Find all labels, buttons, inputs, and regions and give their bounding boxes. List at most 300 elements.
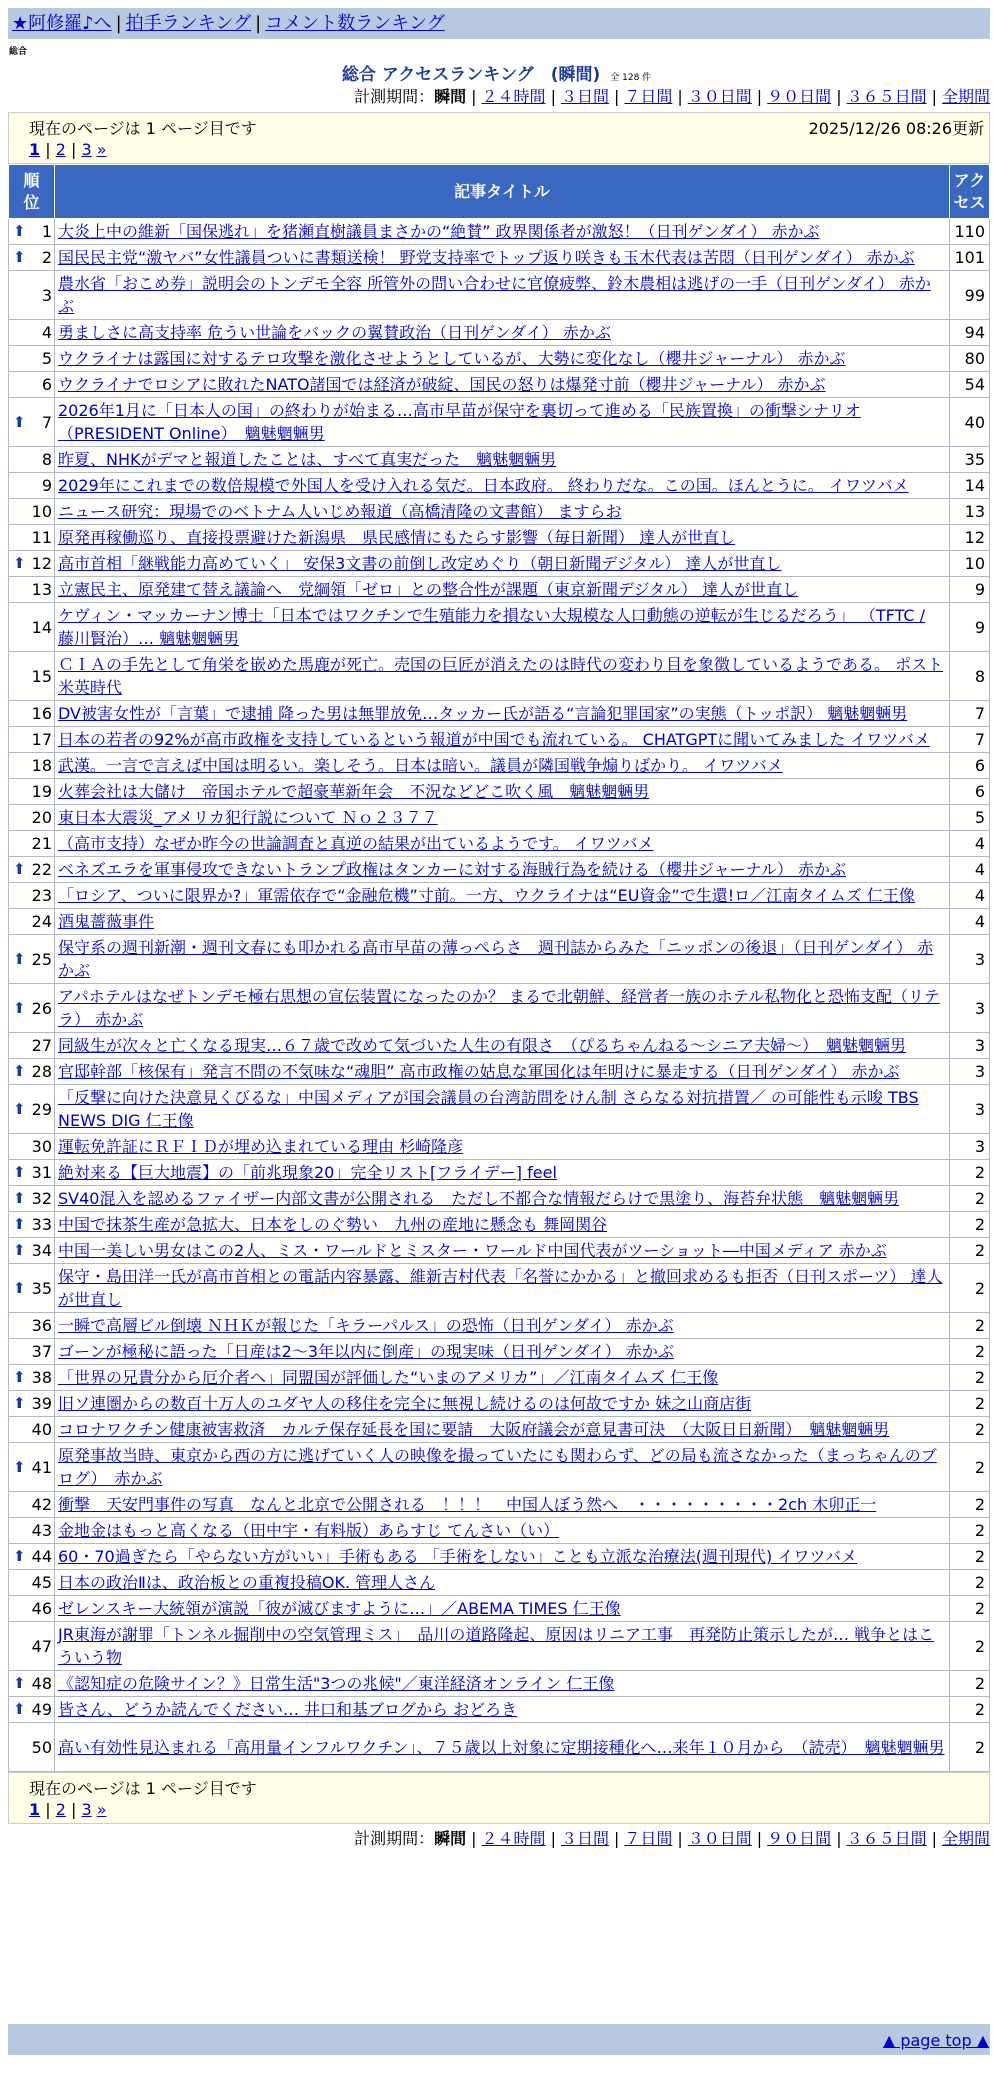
- rank-cell: [9, 1443, 55, 1492]
- pagination-top: [29, 140, 107, 159]
- article-title-link[interactable]: 2029年にこれまでの数倍規模で外国人を受け入れる気だ。日本政府。 終わりだな。この国。ほんとうに。 イワツバメ: [58, 476, 909, 495]
- period-separator: |: [550, 1829, 556, 1848]
- rank-cell: [9, 447, 55, 473]
- rank-cell: [9, 1697, 55, 1723]
- table-row: [9, 909, 990, 935]
- table-row: [9, 984, 990, 1033]
- rank-cell: [9, 1134, 55, 1160]
- rank-number: 41: [31, 1457, 52, 1477]
- period-option-6[interactable]: ３６５日間: [846, 1829, 927, 1848]
- article-title-link[interactable]: 「世界の兄貴分から厄介者へ」同盟国が評価した“いまのアメリカ”」／江南タイムズ 仁王像: [58, 1368, 719, 1387]
- page-separator: |: [40, 1800, 56, 1819]
- access-count-cell: 3: [950, 1134, 990, 1160]
- rank-number: 5: [41, 349, 52, 368]
- rank-up-arrow-icon: ⬆: [13, 1278, 26, 1297]
- nav-link-clap-ranking[interactable]: 拍手ランキング: [125, 13, 252, 34]
- access-count-cell: 4: [950, 857, 990, 883]
- period-separator: |: [471, 87, 477, 106]
- title-cell: [55, 652, 950, 701]
- access-count-cell: 99: [950, 271, 990, 320]
- access-count-cell: 4: [950, 909, 990, 935]
- title-cell: [55, 1518, 950, 1544]
- rank-number: 47: [31, 1636, 52, 1656]
- rank-cell: [9, 271, 55, 320]
- access-count-cell: 2: [950, 1313, 990, 1339]
- rank-cell: [9, 1033, 55, 1059]
- article-title-link[interactable]: 昨夏、NHKがデマと報道したことは、すべて真実だった 魑魅魍魎男: [58, 450, 557, 469]
- table-row: [9, 1697, 990, 1723]
- article-title-link[interactable]: 金地金はもっと高くなる（田中宇・有料版）あらすじ てんさい（い）: [58, 1521, 560, 1540]
- article-title-link[interactable]: ゴーンが極秘に語った「日産は2～3年以内に倒産」の現実味（日刊ゲンダイ） 赤かぶ: [58, 1342, 674, 1361]
- title-cell: [55, 1570, 950, 1596]
- title-cell: [55, 1339, 950, 1365]
- period-option-0: 瞬間: [434, 87, 467, 106]
- rank-cell: [9, 320, 55, 346]
- table-row: [9, 1443, 990, 1492]
- article-title-link[interactable]: 酒鬼薔薇事件: [58, 912, 155, 931]
- article-title-link[interactable]: ケヴィン・マッカーナン博士「日本ではワクチンで生殖能力を損ない大規模な人口動態の逆転が生じるだろう」 （TFTC / 藤川賢治）… 魑魅魍魎男: [58, 606, 926, 648]
- rank-number: 14: [31, 617, 52, 637]
- page-link-0[interactable]: 1: [29, 1800, 41, 1819]
- rank-cell: [9, 1391, 55, 1417]
- period-option-3[interactable]: ７日間: [624, 87, 673, 106]
- rank-number: 36: [31, 1316, 52, 1335]
- article-title-link[interactable]: ゼレンスキー大統領が演説「彼が滅びますように…」／ABEMA TIMES 仁王像: [58, 1599, 621, 1618]
- access-count-cell: 2: [950, 1518, 990, 1544]
- table-row: [9, 447, 990, 473]
- article-title-link[interactable]: ニュース研究：現場でのベトナム人いじめ報道（高橋清隆の文書館） ますらお: [58, 502, 622, 521]
- rank-number: 15: [31, 666, 52, 686]
- rank-cell: [9, 1671, 55, 1697]
- table-row: [9, 1033, 990, 1059]
- rank-number: 19: [31, 782, 52, 801]
- page-link-1[interactable]: 2: [55, 1800, 66, 1819]
- rank-number: 16: [31, 704, 52, 723]
- table-row: [9, 1238, 990, 1264]
- column-header-access: アクセス: [950, 165, 990, 219]
- rank-cell: [9, 372, 55, 398]
- table-row: [9, 652, 990, 701]
- access-count-cell: 3: [950, 984, 990, 1033]
- access-count-cell: 7: [950, 701, 990, 727]
- period-separator: |: [931, 1829, 937, 1848]
- title-cell: [55, 1033, 950, 1059]
- table-row: [9, 883, 990, 909]
- title-cell: [55, 1212, 950, 1238]
- nav-link-ashura[interactable]: ★阿修羅♪へ: [12, 13, 112, 34]
- title-cell: [55, 346, 950, 372]
- title-cell: [55, 603, 950, 652]
- access-count-cell: 3: [950, 1085, 990, 1134]
- rank-number: 10: [31, 502, 52, 521]
- page-top-link[interactable]: ▲ page top ▲: [882, 2031, 989, 2050]
- rank-cell: [9, 1570, 55, 1596]
- article-title-link[interactable]: 皆さん、どうか読んでください… 井口和基ブログから おどろき: [58, 1700, 518, 1719]
- column-header-title: 記事タイトル: [55, 165, 950, 219]
- access-count-cell: 2: [950, 1339, 990, 1365]
- rank-number: 23: [31, 886, 52, 905]
- title-cell: [55, 1160, 950, 1186]
- rank-cell: [9, 753, 55, 779]
- article-title-link[interactable]: 高市首相「継戦能力高めていく」 安保3文書の前倒し改定めぐり（朝日新聞デジタル） 達人が世直し: [58, 554, 782, 573]
- rank-cell: [9, 1212, 55, 1238]
- rank-cell: [9, 577, 55, 603]
- rank-cell: [9, 346, 55, 372]
- article-title-link[interactable]: （高市支持）なぜか昨今の世論調査と真逆の結果が出ているようです。 イワツバメ: [58, 834, 654, 853]
- access-count-cell: 2: [950, 1391, 990, 1417]
- title-cell: [55, 1085, 950, 1134]
- article-title-link[interactable]: 2026年1月に「日本人の国」の終わりが始まる…高市早苗が保守を裏切って進める「民族置換」の衝撃シナリオ （PRESIDENT Online） 魑魅魍魎男: [58, 401, 861, 443]
- title-cell: [55, 883, 950, 909]
- title-cell: [55, 320, 950, 346]
- access-count-cell: 2: [950, 1492, 990, 1518]
- table-row: [9, 1134, 990, 1160]
- article-title-link[interactable]: 原発再稼働巡り、直接投票避けた新潟県 県民感情にもたらす影響（毎日新聞） 達人が世直し: [58, 528, 736, 547]
- access-count-cell: 12: [950, 525, 990, 551]
- rank-number: 26: [31, 998, 52, 1018]
- period-option-7[interactable]: 全期間: [941, 1829, 990, 1848]
- rank-number: 18: [31, 756, 52, 775]
- title-cell: [55, 499, 950, 525]
- article-title-link[interactable]: 衝撃 天安門事件の写真 なんと北京で公開される ！！！ 中国人ぼう然へ ・・・・・・・・・2ch 木卯正一: [58, 1495, 877, 1514]
- table-row: [9, 1492, 990, 1518]
- article-title-link[interactable]: DV被害女性が「言葉」で逮捕឵ 降った男は無罪放免…タッカー氏が語る“言論犯罪国家”の実態（トッポ訳） 魑魅魍魎男: [58, 704, 908, 723]
- access-count-cell: 2: [950, 1443, 990, 1492]
- title-cell: [55, 909, 950, 935]
- title-cell: [55, 779, 950, 805]
- title-cell: [55, 219, 950, 245]
- period-option-7[interactable]: 全期間: [941, 87, 990, 106]
- article-title-link[interactable]: 「ロシア、ついに限界か?」軍需依存で“金融危機”寸前。一方、ウクライナは“EU資金”で生還!ロ／江南タイムズ 仁王像: [58, 886, 915, 905]
- rank-number: 22: [31, 860, 52, 879]
- current-page-text: 現在のページは 1 ページ目です: [29, 119, 257, 138]
- article-title-link[interactable]: 60・70過ぎたら「やらない方がいい」手術もある 「手術をしない」ことも立派な治療法(週刊現代) イワツバメ: [58, 1547, 858, 1566]
- article-title-link[interactable]: 火葬会社は大儲け 帝国ホテルで超豪華新年会 不況などどこ吹く風 魑魅魍魎男: [58, 782, 650, 801]
- access-count-cell: 101: [950, 245, 990, 271]
- period-separator: |: [677, 1829, 683, 1848]
- rank-number: 46: [31, 1599, 52, 1618]
- table-row: [9, 1365, 990, 1391]
- rank-cell: [9, 603, 55, 652]
- period-selector-top: [354, 86, 990, 108]
- article-title-link[interactable]: コロナワクチン健康被害救済 カルテ保存延長を国に要請 大阪府議会が意見書可決 （大阪日日新聞） 魑魅魍魎男: [58, 1420, 890, 1439]
- rank-up-arrow-icon: ⬆: [13, 1547, 26, 1565]
- article-title-link[interactable]: 東日本大震災_アメリカ犯行説について Ｎｏ２３７７: [58, 808, 438, 827]
- table-row: [9, 320, 990, 346]
- article-title-link[interactable]: 武漢。一言で言えば中国は明るい。楽しそう。日本は暗い。議員が隣国戦争煽りばかり。 イワツバメ: [58, 756, 783, 775]
- updated-timestamp: 2025/12/26 08:26更新: [808, 119, 984, 138]
- article-title-link[interactable]: 同級生が次々と亡くなる現実…６７歳で改めて気づいた人生の有限さ （ぴるちゃんねる～シニア夫婦～） 魑魅魍魎男: [58, 1036, 907, 1055]
- table-row: [9, 346, 990, 372]
- rank-number: 32: [31, 1189, 52, 1208]
- table-row: [9, 857, 990, 883]
- article-title-link[interactable]: 一瞬で高層ビル倒壊 ＮＨＫが報じた「キラーパルス」の恐怖（日刊ゲンダイ） 赤かぶ: [58, 1316, 674, 1335]
- access-count-cell: 5: [950, 805, 990, 831]
- rank-cell: [9, 245, 55, 271]
- article-title-link[interactable]: 「反撃に向けた決意見くびるな」中国メディアが国会議員の台湾訪問をけん制 さらなる対抗措置／ の可能性も示唆 TBS NEWS DIG 仁王像: [58, 1088, 919, 1130]
- title-cell: [55, 245, 950, 271]
- access-count-cell: 9: [950, 577, 990, 603]
- title-cell: [55, 805, 950, 831]
- period-option-6[interactable]: ３６５日間: [846, 87, 927, 106]
- period-option-2[interactable]: ３日間: [560, 87, 609, 106]
- rank-number: 9: [41, 476, 52, 495]
- period-separator: |: [836, 87, 842, 106]
- title-cell: [55, 1238, 950, 1264]
- rank-up-arrow-icon: ⬆: [13, 1457, 26, 1476]
- page-info-top: [8, 112, 990, 164]
- rank-cell: [9, 1544, 55, 1570]
- table-row: [9, 779, 990, 805]
- rank-cell: [9, 652, 55, 701]
- rank-cell: [9, 1085, 55, 1134]
- table-row: [9, 1622, 990, 1671]
- table-row: [9, 525, 990, 551]
- page-link-2[interactable]: 3: [81, 1800, 92, 1819]
- title-cell: [55, 753, 950, 779]
- page-separator: |: [65, 140, 82, 159]
- access-count-cell: 2: [950, 1186, 990, 1212]
- rank-cell: [9, 499, 55, 525]
- article-title-link[interactable]: 中国一美しい男女はこの2人、ミス・ワールドとミスター・ワールド中国代表がツーショット―中国メディア 赤かぶ: [58, 1241, 887, 1260]
- article-title-link[interactable]: 運転免許証にＲＦＩＤが埋め込まれている理由 杉崎隆彦: [58, 1137, 464, 1156]
- article-title-link[interactable]: 大炎上中の維新「国保逃れ」を猪瀬直樹議員まさかの“絶賛” 政界関係者が激怒！（日刊ゲンダイ） 赤かぶ: [58, 222, 820, 241]
- rank-cell: [9, 857, 55, 883]
- table-row: [9, 473, 990, 499]
- ranking-table: [8, 164, 990, 1772]
- article-title-link[interactable]: 官邸幹部「核保有」発言不問の不気味な“魂胆” 高市政権の姑息な軍国化は年明けに暴走する（日刊ゲンダイ） 赤かぶ: [58, 1062, 900, 1081]
- article-title-link[interactable]: 保守・島田洋一氏が高市首相との電話内容暴露、維新吉村代表「名誉にかかる」と撤回求めるも拒否（日刊スポーツ） 達人が世直し: [58, 1267, 943, 1309]
- table-row: [9, 1160, 990, 1186]
- rank-number: 3: [41, 285, 52, 305]
- title-cell: [55, 1417, 950, 1443]
- access-count-cell: 110: [950, 219, 990, 245]
- table-row: [9, 1544, 990, 1570]
- article-title-link[interactable]: アパホテルはなぜトンデモ極右思想の宣伝装置になったのか？ まるで北朝鮮、経営者一族のホテル私物化と恐怖支配（リテラ） 赤かぶ: [58, 987, 940, 1029]
- access-count-cell: 40: [950, 398, 990, 447]
- rank-cell: [9, 701, 55, 727]
- title-cell: [55, 1365, 950, 1391]
- table-row: [9, 1085, 990, 1134]
- table-row: [9, 727, 990, 753]
- access-count-cell: 3: [950, 935, 990, 984]
- table-row: [9, 271, 990, 320]
- rank-number: 34: [31, 1241, 52, 1260]
- period-option-4[interactable]: ３０日間: [687, 87, 752, 106]
- period-option-5[interactable]: ９０日間: [767, 1829, 832, 1848]
- period-separator: |: [550, 87, 556, 106]
- access-count-cell: 2: [950, 1697, 990, 1723]
- article-title-link[interactable]: 絶対来る【巨大地震】の「前兆現象20」完全リスト[フライデー] feel: [58, 1163, 557, 1182]
- rank-up-arrow-icon: ⬆: [13, 1215, 26, 1233]
- page-link-3[interactable]: »: [96, 1800, 107, 1819]
- title-cell: [55, 1443, 950, 1492]
- rank-cell: [9, 984, 55, 1033]
- title-cell: [55, 831, 950, 857]
- rank-number: 35: [31, 1278, 52, 1298]
- article-title-link[interactable]: 中国で抹茶生産が急拡大、日本をしのぐ勢い 九州の産地に懸念も 舞岡関谷: [58, 1215, 608, 1234]
- rank-cell: [9, 1186, 55, 1212]
- article-title-link[interactable]: 旧ソ連圏からの数百十万人のユダヤ人の移住を完全に無視し続けるのは何故ですか 妹之山商店街: [58, 1394, 752, 1413]
- rank-cell: [9, 551, 55, 577]
- table-row: [9, 1723, 990, 1772]
- rank-number: 45: [31, 1573, 52, 1592]
- rank-number: 38: [31, 1368, 52, 1387]
- rank-number: 42: [31, 1495, 52, 1514]
- access-count-cell: 3: [950, 1059, 990, 1085]
- article-title-link[interactable]: 保守系の週刊新潮・週刊文春にも叩かれる高市早苗の薄っぺらさ 週刊誌からみた「ニッポンの後退」（日刊ゲンダイ） 赤かぶ: [58, 938, 934, 980]
- period-separator: |: [471, 1829, 477, 1848]
- rank-cell: [9, 883, 55, 909]
- rank-up-arrow-icon: ⬆: [13, 1368, 26, 1386]
- page-link-1[interactable]: 2: [55, 140, 66, 159]
- article-title-link[interactable]: ウクライナでロシアに敗れたNATO諸国では経済が破綻、国民の怒りは爆発寸前（櫻井ジャーナル） 赤かぶ: [58, 375, 826, 394]
- table-row: [9, 805, 990, 831]
- period-separator: |: [931, 87, 937, 106]
- title-cell: [55, 701, 950, 727]
- rank-cell: [9, 909, 55, 935]
- access-count-cell: 8: [950, 652, 990, 701]
- table-row: [9, 1570, 990, 1596]
- rank-number: 12: [31, 554, 52, 573]
- title-cell: [55, 577, 950, 603]
- access-count-cell: 2: [950, 1544, 990, 1570]
- title-cell: [55, 551, 950, 577]
- rank-up-arrow-icon: ⬆: [13, 554, 26, 572]
- table-row: [9, 1059, 990, 1085]
- rank-up-arrow-icon: ⬆: [13, 1700, 26, 1718]
- article-title-link[interactable]: 日本の政治Ⅱは、政治板との重複投稿OK. 管理人さん: [58, 1573, 436, 1592]
- nav-link-comment-ranking[interactable]: コメント数ランキング: [265, 13, 445, 34]
- access-count-cell: 94: [950, 320, 990, 346]
- nav-separator: |: [255, 13, 262, 34]
- access-count-cell: 2: [950, 1212, 990, 1238]
- title-cell: [55, 1492, 950, 1518]
- rank-cell: [9, 1339, 55, 1365]
- article-title-link[interactable]: 勇ましさに高支持率 危うい世論をバックの翼賛政治（日刊ゲンダイ） 赤かぶ: [58, 323, 611, 342]
- access-count-cell: 2: [950, 1417, 990, 1443]
- rank-up-arrow-icon: ⬆: [13, 1099, 26, 1118]
- title-cell: [55, 1544, 950, 1570]
- article-title-link[interactable]: SV40混入を認めるファイザー内部文書が公開される ただし不都合な情報だらけで黒塗り、海苔弁状態 魑魅魍魎男: [58, 1189, 900, 1208]
- access-count-cell: 80: [950, 346, 990, 372]
- rank-cell: [9, 1365, 55, 1391]
- rank-number: 30: [31, 1137, 52, 1156]
- rank-number: 11: [31, 528, 52, 547]
- article-title-link[interactable]: 《認知症の危険サイン？》日常生活"3つの兆候"／東洋経済オンライン 仁王像: [58, 1674, 615, 1693]
- page-title-text: 総合 アクセスランキング (瞬間): [341, 65, 601, 85]
- table-row: [9, 1671, 990, 1697]
- rank-number: 13: [31, 580, 52, 599]
- access-count-cell: 35: [950, 447, 990, 473]
- period-option-1[interactable]: ２４時間: [481, 87, 546, 106]
- rank-number: 24: [31, 912, 52, 931]
- page-link-3[interactable]: »: [96, 140, 107, 159]
- access-count-cell: 13: [950, 499, 990, 525]
- page-separator: |: [65, 1800, 82, 1819]
- period-label: 計測期間：: [354, 87, 435, 106]
- article-title-link[interactable]: 立憲民主、原発建て替え議論へ 党綱領「ゼロ」との整合性が課題（東京新聞デジタル） 達人が世直し: [58, 580, 799, 599]
- article-title-link[interactable]: JR東海が謝罪「トンネル掘削中の空気管理ミス」 品川の道路隆起、原因はリニア工事 再発防止策示したが… 戦争とはこういう物: [58, 1625, 935, 1667]
- article-title-link[interactable]: 国民民主党“激ヤバ”女性議員ついに書類送検！ 野党支持率でトップ返り咲きも玉木代表は苦悶（日刊ゲンダイ） 赤かぶ: [58, 248, 915, 267]
- rank-up-arrow-icon: ⬆: [13, 998, 26, 1017]
- period-separator: |: [756, 87, 763, 106]
- title-cell: [55, 1697, 950, 1723]
- rank-number: 33: [31, 1215, 52, 1234]
- pagination-bottom: [29, 1800, 107, 1819]
- table-row: [9, 1391, 990, 1417]
- title-cell: [55, 1059, 950, 1085]
- rank-cell: [9, 219, 55, 245]
- period-option-2[interactable]: ３日間: [560, 1829, 609, 1848]
- article-title-link[interactable]: 高い有効性見込まれる「高用量インフルワクチン」、７５歳以上対象に定期接種化へ…来年１０月から （読売） 魑魅魍魎男: [58, 1737, 945, 1757]
- rank-cell: [9, 935, 55, 984]
- rank-number: 27: [31, 1036, 52, 1055]
- rank-cell: [9, 1492, 55, 1518]
- rank-cell: [9, 1059, 55, 1085]
- rank-up-arrow-icon: ⬆: [13, 1163, 26, 1181]
- rank-cell: [9, 831, 55, 857]
- rank-number: 48: [31, 1674, 52, 1693]
- rank-number: 7: [41, 412, 52, 432]
- access-count-cell: 4: [950, 883, 990, 909]
- period-label: 計測期間：: [354, 1829, 435, 1848]
- article-title-link[interactable]: ウクライナは露国に対するテロ攻撃を激化させようとしているが、大勢に変化なし（櫻井ジャーナル） 赤かぶ: [58, 349, 846, 368]
- page-link-2[interactable]: 3: [81, 140, 92, 159]
- title-cell: [55, 372, 950, 398]
- rank-number: 49: [31, 1700, 52, 1719]
- title-cell: [55, 447, 950, 473]
- article-title-link[interactable]: 農水省「おこめ券」説明会のトンデモ全容 所管外の問い合わせに官僚疲弊、鈴木農相は逃げの一手（日刊ゲンダイ） 赤かぶ: [58, 274, 931, 316]
- item-count: 全 128 件: [610, 73, 652, 83]
- table-row: [9, 831, 990, 857]
- rank-number: 21: [31, 834, 52, 853]
- rank-up-arrow-icon: ⬆: [13, 248, 26, 266]
- period-option-1[interactable]: ２４時間: [481, 1829, 546, 1848]
- article-title-link[interactable]: 日本の若者の92%が高市政権を支持しているという報道が中国でも流れている。 CHATGPTに聞いてみました イワツバメ: [58, 730, 930, 749]
- article-title-link[interactable]: 原発事故当時、東京から西の方に逃げていく人の映像を撮っていたにも関わらず、どの局も流さなかった（まっちゃんのブログ） 赤かぶ: [58, 1446, 937, 1488]
- rank-cell: [9, 1518, 55, 1544]
- rank-number: 1: [41, 222, 52, 241]
- nav-separator: |: [115, 13, 122, 34]
- table-row: [9, 398, 990, 447]
- table-row: [9, 701, 990, 727]
- rank-number: 6: [41, 375, 52, 394]
- rank-cell: [9, 1160, 55, 1186]
- access-count-cell: 3: [950, 1033, 990, 1059]
- rank-number: 29: [31, 1099, 52, 1119]
- rank-up-arrow-icon: ⬆: [13, 1062, 26, 1080]
- access-count-cell: 4: [950, 831, 990, 857]
- period-separator: |: [836, 1829, 842, 1848]
- current-page-text: 現在のページは 1 ページ目です: [29, 1779, 257, 1798]
- rank-up-arrow-icon: ⬆: [13, 860, 26, 878]
- table-row: [9, 935, 990, 984]
- page-separator: |: [40, 140, 56, 159]
- rank-cell: [9, 1417, 55, 1443]
- page-info-bottom: [8, 1772, 990, 1824]
- period-option-5[interactable]: ９０日間: [767, 87, 832, 106]
- article-title-link[interactable]: ＣＩＡの手先として角栄を嵌めた馬鹿が死亡。売国の巨匠が消えたのは時代の変わり目を象徴しているようである。 ポスト米英時代: [58, 655, 944, 697]
- title-cell: [55, 1723, 950, 1772]
- period-option-4[interactable]: ３０日間: [687, 1829, 752, 1848]
- article-title-link[interactable]: ベネズエラを軍事侵攻できないトランプ政権はタンカーに対する海賊行為を続ける（櫻井ジャーナル） 赤かぶ: [58, 860, 846, 879]
- title-cell: [55, 935, 950, 984]
- page-link-0[interactable]: 1: [29, 140, 41, 159]
- title-cell: [55, 1264, 950, 1313]
- access-count-cell: 2: [950, 1723, 990, 1772]
- period-option-3[interactable]: ７日間: [624, 1829, 673, 1848]
